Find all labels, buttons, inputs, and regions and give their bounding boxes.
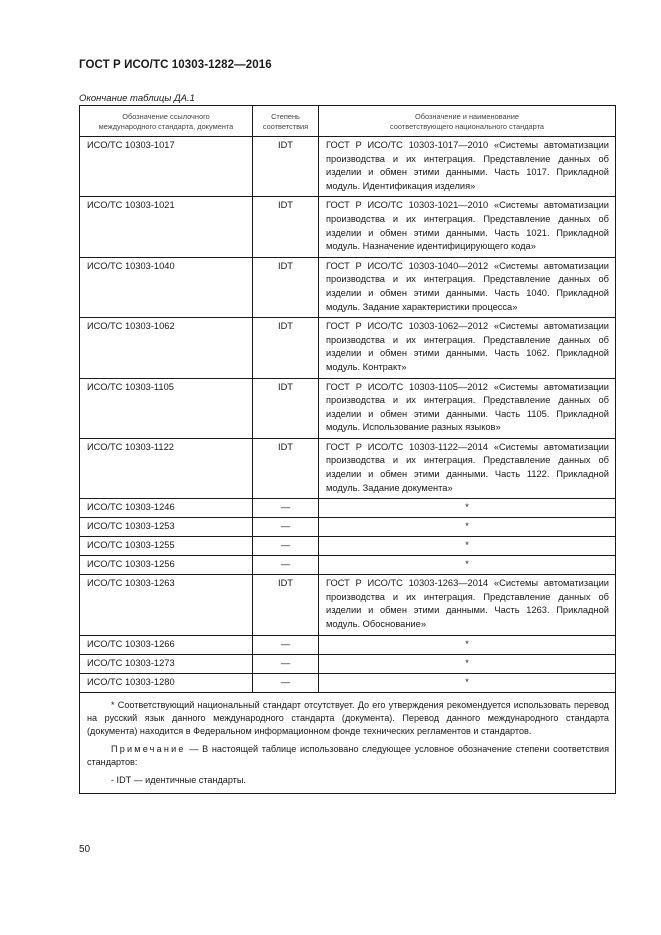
col-header-reference-line2: международного стандарта, документа [98,121,234,131]
table-row [80,556,616,575]
note-label: Примечание [111,743,186,754]
national-standard-cell: ГОСТ Р ИСО/ТС 10303-1122—2014 «Системы автоматизации производства и их интеграция. Представление данных об изделии и обмен этими данными. Часть 1122. Прикладной модуль. Задание документа» [319,438,616,498]
degree-cell: — [253,499,319,518]
degree-cell: — [253,537,319,556]
degree-cell: — [253,556,319,575]
reference-cell: ИСО/ТС 10303-1105 [80,378,253,438]
degree-cell: IDT [253,137,319,197]
degree-cell: — [253,654,319,673]
col-header-degree-line1: Степень [271,111,300,121]
reference-cell: ИСО/ТС 10303-1280 [80,673,253,692]
footnote-marker: * [319,518,616,537]
footnote-text: * Соответствующий национальный стандарт отсутствует. До его утверждения рекомендуется использовать перевод на русский язык данного международного стандарта (документа). Перевод данного международного стандарта (документа) находится в Федеральном информационном фонде технических регламентов и стандартов. [87,699,609,737]
national-standard-cell: ГОСТ Р ИСО/ТС 10303-1062—2012 «Системы автоматизации производства и их интеграция. Представление данных об изделии и обмен этими данными. Часть 1062. Прикладной модуль. Контракт» [319,318,616,378]
reference-cell: ИСО/ТС 10303-1263 [80,575,253,635]
footnote-marker: * [319,673,616,692]
table-caption: Окончание таблицы ДА.1 [79,93,195,104]
table-row [80,318,616,378]
reference-cell: ИСО/ТС 10303-1062 [80,318,253,378]
col-header-national-line1: Обозначение и наименование [415,111,519,121]
table-row [80,137,616,197]
col-header-national [319,106,616,137]
reference-cell: ИСО/ТС 10303-1122 [80,438,253,498]
col-header-degree-line2: соответствия [262,121,309,131]
table-row [80,197,616,257]
table-row [80,654,616,673]
document-title: ГОСТ Р ИСО/ТС 10303-1282—2016 [79,59,272,71]
degree-cell: IDT [253,378,319,438]
reference-cell: ИСО/ТС 10303-1017 [80,137,253,197]
table-row [80,537,616,556]
footnote-marker: * [319,537,616,556]
footnote-marker: * [319,499,616,518]
page-number: 50 [79,844,91,855]
reference-cell: ИСО/ТС 10303-1021 [80,197,253,257]
reference-cell: ИСО/ТС 10303-1273 [80,654,253,673]
table-notes-row [80,692,616,793]
reference-cell: ИСО/ТС 10303-1256 [80,556,253,575]
table-row [80,438,616,498]
national-standard-cell: ГОСТ Р ИСО/ТС 10303-1021—2010 «Системы автоматизации производства и их интеграция. Представление данных об изделии и обмен этими данными. Часть 1021. Прикладной модуль. Назначение идентифицирующего кода» [319,197,616,257]
col-header-reference-line1: Обозначение ссылочного [122,111,210,121]
degree-cell: IDT [253,575,319,635]
national-standard-cell: ГОСТ Р ИСО/ТС 10303-1263—2014 «Системы автоматизации производства и их интеграция. Представление данных об изделии и обмен этими данными. Часть 1263. Прикладной модуль. Обоснование» [319,575,616,635]
footnote-marker: * [319,635,616,654]
table-header-row [80,106,616,137]
reference-cell: ИСО/ТС 10303-1253 [80,518,253,537]
degree-cell: — [253,673,319,692]
table-row [80,378,616,438]
reference-cell: ИСО/ТС 10303-1246 [80,499,253,518]
degree-cell: IDT [253,318,319,378]
national-standard-cell: ГОСТ Р ИСО/ТС 10303-1105—2012 «Системы автоматизации производства и их интеграция. Представление данных об изделии и обмен этими данными. Часть 1105. Прикладной модуль. Использование разных языков» [319,378,616,438]
note-paragraph [87,743,609,770]
table-notes [80,692,616,793]
table-row [80,673,616,692]
reference-cell: ИСО/ТС 10303-1040 [80,257,253,317]
degree-cell: — [253,635,319,654]
reference-cell: ИСО/ТС 10303-1255 [80,537,253,556]
national-standard-cell: ГОСТ Р ИСО/ТС 10303-1017—2010 «Системы автоматизации производства и их интеграция. Представление данных об изделии и обмен этими данными. Часть 1017. Прикладной модуль. Идентификация изделия» [319,137,616,197]
col-header-degree [253,106,319,137]
col-header-reference [80,106,253,137]
degree-cell: IDT [253,197,319,257]
table-row [80,518,616,537]
note-text: — В настоящей таблице использовано следующее условное обозначение степени соответствия стандартов: [87,743,609,768]
table-row [80,499,616,518]
degree-cell: IDT [253,438,319,498]
table-row [80,575,616,635]
footnote-marker: * [319,654,616,673]
national-standard-cell: ГОСТ Р ИСО/ТС 10303-1040—2012 «Системы автоматизации производства и их интеграция. Представление данных об изделии и обмен этими данными. Часть 1040. Прикладной модуль. Задание характеристики процесса» [319,257,616,317]
degree-cell: IDT [253,257,319,317]
table-row [80,635,616,654]
table-row [80,257,616,317]
footnote-marker: * [319,556,616,575]
standards-table [79,105,616,794]
col-header-national-line2: соответствующего национального стандарта [390,121,544,131]
degree-cell: — [253,518,319,537]
legend-text: - IDT — идентичные стандарты. [111,774,246,785]
reference-cell: ИСО/ТС 10303-1266 [80,635,253,654]
